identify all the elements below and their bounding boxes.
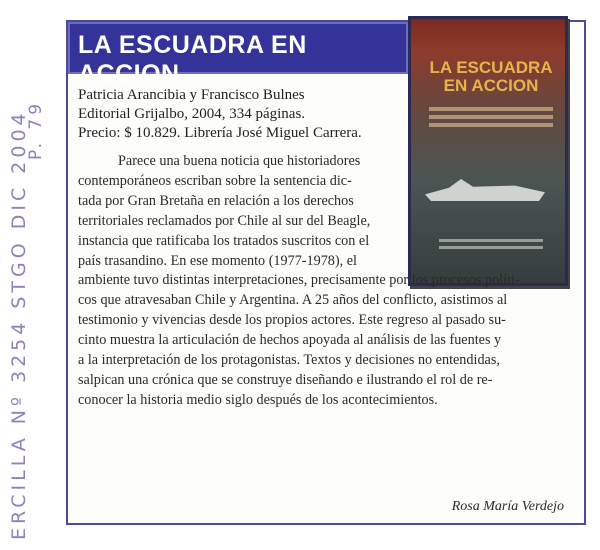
body-line: salpican una crónica que se construye diseñando e ilustrando el rol de re- — [78, 371, 493, 388]
body-line: instancia que ratificaba los tratados suscritos con el — [78, 232, 370, 249]
body-line: territoriales reclamados por Chile al sur del Beagle, — [78, 212, 371, 229]
body-line: cos que atravesaban Chile y Argentina. A 25 años del conflicto, asistimos al — [78, 292, 508, 309]
article-clipping — [66, 20, 586, 525]
book-cover-title: LA ESCUADRA EN ACCION — [429, 58, 553, 95]
review-body — [78, 152, 578, 411]
body-line: a la interpretación de los protagonistas. Textos y decisiones no entendidas, — [78, 352, 500, 369]
book-authors: Patricia Arancibia y Francisco Bulnes — [78, 87, 305, 103]
cover-subtitle-lines — [429, 107, 553, 131]
margin-handwritten-note — [2, 40, 48, 540]
body-line: cinto muestra la articulación de hechos apoyada al análisis de las fuentes y — [78, 332, 502, 349]
body-line: conocer la historia medio siglo después de los acontecimientos. — [78, 391, 438, 408]
book-publisher: Editorial Grijalbo, 2004, 334 páginas. — [78, 106, 306, 122]
body-line: tada por Gran Bretaña en relación a los derechos — [78, 192, 354, 209]
title-bar — [68, 22, 408, 88]
margin-note-source: ERCILLA Nº 3254 STGO DIC 2004 — [8, 109, 30, 540]
body-line: país trasandino. En ese momento (1977-1978), el — [78, 252, 357, 269]
body-line: ambiente tuvo distintas interpretaciones, precisamente por los procesos políti- — [78, 272, 520, 289]
book-details — [78, 86, 398, 143]
body-line: contemporáneos escriban sobre la sentencia dic- — [78, 172, 352, 189]
reviewer-signature: Rosa María Verdejo — [451, 499, 564, 514]
body-line: Parece una buena noticia que historiadores — [118, 153, 361, 169]
body-line: testimonio y vivencias desde los propios actores. Este regreso al pasado su- — [78, 312, 506, 329]
book-price: Precio: $ 10.829. Librería José Miguel Carrera. — [78, 125, 362, 141]
margin-note-page: P. 79 — [26, 99, 46, 160]
article-title: LA ESCUADRA EN ACCION — [78, 31, 307, 88]
